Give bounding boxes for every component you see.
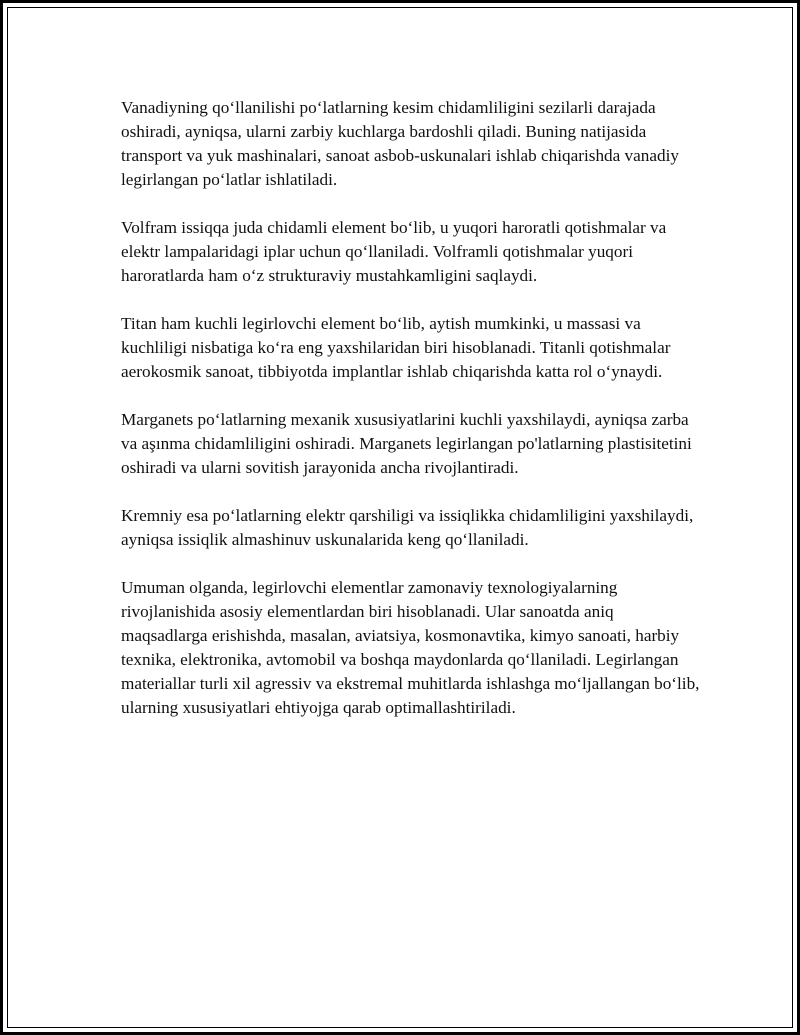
paragraph-silicon: Kremniy esa po‘latlarning elektr qarshiligi va issiqlikka chidamliligini yaxshilaydi, ayniqsa issiqlik almashinuv uskunalarida keng qo‘llaniladi. <box>121 506 694 549</box>
paragraph-vanadium: Vanadiyning qo‘llanilishi po‘latlarning kesim chidamliligini sezilarli darajada oshiradi, ayniqsa, ularni zarbiy kuchlarga bardoshli qiladi. Buning natijasida transport va yuk mashinalari, sanoat asbob-uskunalari ishlab chiqarishda vanadiy legirlangan po‘latlar ishlatiladi. <box>121 98 679 189</box>
paragraph-manganese: Marganets po‘latlarning mexanik xususiyatlarini kuchli yaxshilaydi, ayniqsa zarba va aşınma chidamliligini oshiradi. Marganets legirlangan po'latlarning plastisitetini oshiradi va ularni sovitish jarayonida ancha rivojlantiradi. <box>121 410 692 477</box>
paragraph-conclusion: Umuman olganda, legirlovchi elementlar zamonaviy texnologiyalarning rivojlanishida asosiy elementlardan biri hisoblanadi. Ular sanoatda aniq maqsadlarga erishishda, masalan, aviatsiya, kosmonavtika, kimyo sanoati, harbiy texnika, elektronika, avtomobil va boshqa maydonlarda qo‘llaniladi. Legirlangan materiallar turli xil agressiv va ekstremal muhitlarda ishlashga mo‘ljallangan bo‘lib, ularning xususiyatlari ehtiyojga qarab optimallashtiriladi. <box>121 578 700 717</box>
document-body <box>121 96 701 744</box>
paragraph-titanium: Titan ham kuchli legirlovchi element bo‘lib, aytish mumkinki, u massasi va kuchliligi nisbatiga ko‘ra eng yaxshilaridan biri hisoblanadi. Titanli qotishmalar aerokosmik sanoat, tibbiyotda implantlar ishlab chiqarishda katta rol o‘ynaydi. <box>121 314 671 381</box>
paragraph-tungsten: Volfram issiqqa juda chidamli element bo‘lib, u yuqori haroratli qotishmalar va elektr lampalaridagi iplar uchun qo‘llaniladi. Volframli qotishmalar yuqori haroratlarda ham o‘z strukturaviy mustahkamligini saqlaydi. <box>121 218 667 285</box>
